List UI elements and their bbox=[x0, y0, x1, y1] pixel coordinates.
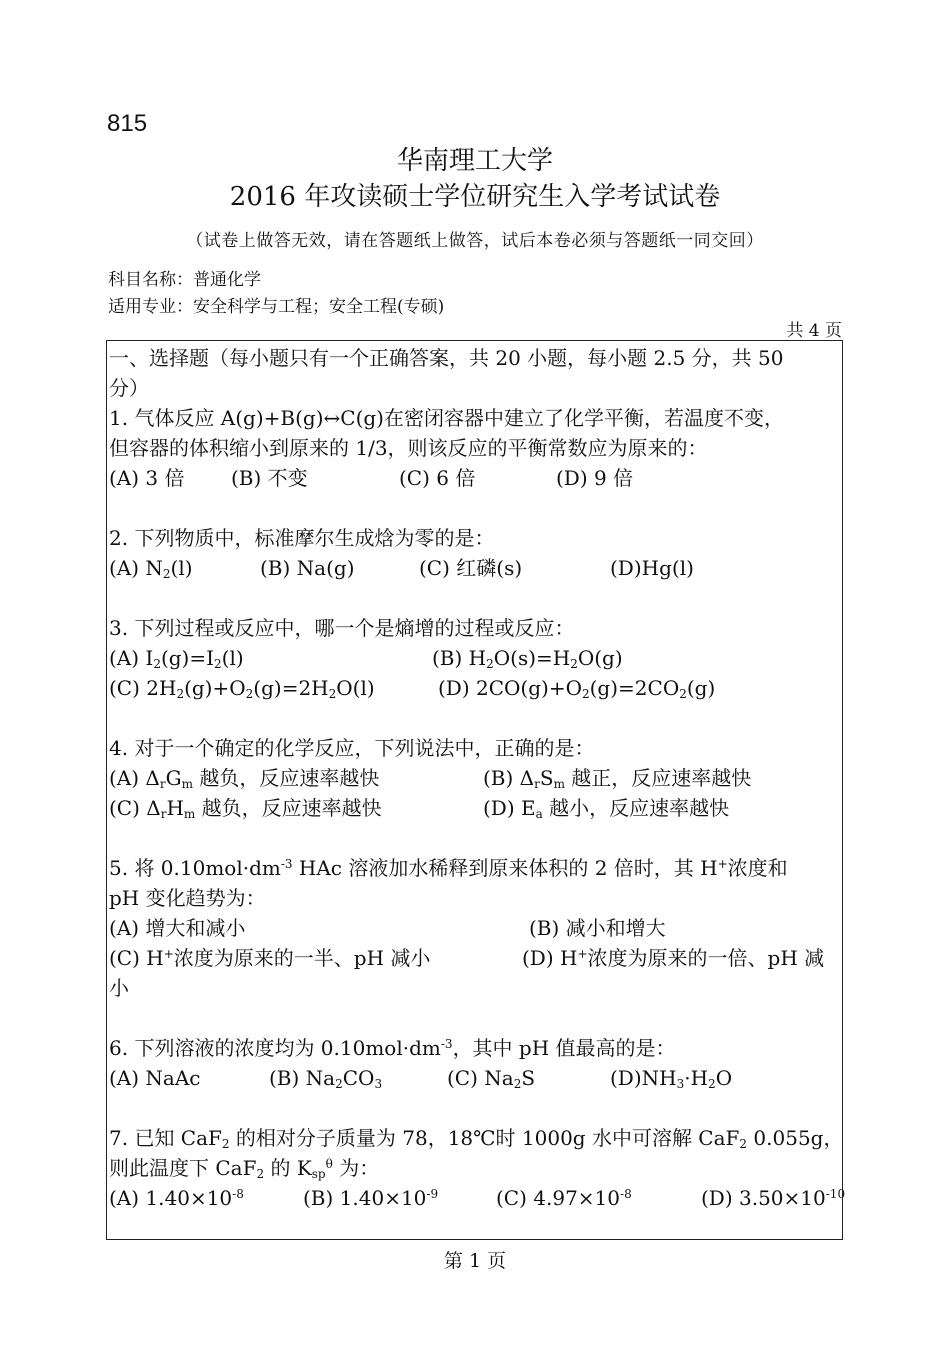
q2-option-d: (D)Hg(l) bbox=[610, 556, 694, 580]
q5-options-row1 bbox=[109, 913, 842, 943]
q7-stem-line2: 则此温度下 CaF$_2$ 的 $K_{sp}^\theta$ 为： bbox=[109, 1156, 380, 1181]
q7-options bbox=[109, 1183, 846, 1213]
q3-option-c: (C) $2H_2(g)+O_2(g)=2H_2O(l)$ bbox=[109, 676, 375, 701]
q5-options-row2 bbox=[109, 943, 842, 973]
q2-stem: 2. 下列物质中，标准摩尔生成焓为零的是： bbox=[109, 526, 495, 550]
q3-option-a: (A) $I_2(g)=I_2(l)$ bbox=[109, 646, 244, 671]
q7-option-d: (D) $3.50\times 10^{-10}$ bbox=[701, 1186, 846, 1210]
total-pages: 共 4 页 bbox=[786, 321, 842, 341]
q5-option-a: (A) 增大和减小 bbox=[109, 916, 246, 940]
q5-stem-line2: pH 变化趋势为： bbox=[109, 886, 266, 910]
exam-title: 2016 年攻读硕士学位研究生入学考试试卷 bbox=[229, 182, 721, 212]
q4-stem: 4. 对于一个确定的化学反应，下列说法中，正确的是： bbox=[109, 736, 595, 760]
q5-option-d-wrap: 小 bbox=[109, 976, 129, 1000]
section-heading-line1: 一、选择题（每小题只有一个正确答案，共 20 小题，每小题 2.5 分，共 50 bbox=[109, 346, 784, 370]
q7-option-c: (C) $4.97\times 10^{-8}$ bbox=[496, 1186, 632, 1210]
q7-stem-line1: 7. 已知 CaF$_2$ 的相对分子质量为 78，18℃时 1000g 水中可溶解 CaF$_2$ 0.055g， bbox=[109, 1126, 844, 1151]
q3-options-row1 bbox=[109, 643, 842, 673]
q4-options-row2 bbox=[109, 793, 842, 823]
section-heading-line2: 分） bbox=[109, 376, 149, 400]
exam-code: 815 bbox=[107, 110, 148, 137]
q4-option-d: (D) $E_a$ 越小，反应速率越快 bbox=[483, 796, 730, 821]
q2-option-c: (C) 红磷(s) bbox=[419, 556, 523, 580]
q6-option-b: (B) $Na_2CO_3$ bbox=[269, 1066, 383, 1091]
q7-option-a: (A) $1.40\times 10^{-8}$ bbox=[109, 1186, 244, 1210]
q6-option-d: $(D)NH_3\cdot H_2O$ bbox=[610, 1066, 733, 1091]
q6-option-a: (A) NaAc bbox=[109, 1066, 201, 1090]
q4-option-a: (A) $\Delta_rG_m$ 越负，反应速率越快 bbox=[109, 766, 380, 791]
q4-option-a-text: 越负，反应速率越快 bbox=[192, 766, 380, 790]
q4-option-c: (C) $\Delta_rH_m$ 越负，反应速率越快 bbox=[109, 796, 382, 821]
q7-option-b: (B) $1.40\times 10^{-9}$ bbox=[303, 1186, 439, 1210]
question-box bbox=[106, 340, 846, 1240]
q1-stem-line1: 1. 气体反应 A(g)+B(g)↔C(g)在密闭容器中建立了化学平衡，若温度不变， bbox=[109, 406, 784, 430]
q5-option-d: (D) H+浓度为原来的一倍、pH 减 bbox=[522, 946, 825, 970]
q6-options bbox=[109, 1063, 842, 1093]
q4-option-d-text: 越小，反应速率越快 bbox=[542, 796, 730, 820]
q3-option-d: (D) $2CO(g)+O_2(g)=2CO_2(g)$ bbox=[438, 676, 716, 701]
q1-option-b: (B) 不变 bbox=[231, 466, 308, 490]
q3-stem: 3. 下列过程或反应中，哪一个是熵增的过程或反应： bbox=[109, 616, 575, 640]
applicable-major: 适用专业：安全科学与工程；安全工程(专硕) bbox=[108, 297, 445, 317]
q5-stem-line1: 5. 将 $0.10mol\cdot dm^{-3}$ HAc 溶液加水稀释到原来体积的 2 倍时，其 H+浓度和 bbox=[109, 856, 788, 880]
q1-options bbox=[109, 463, 842, 493]
q5-option-b: (B) 减小和增大 bbox=[529, 916, 666, 940]
q6-stem: 6. 下列溶液的浓度均为 $0.10mol\cdot dm^{-3}$，其中 pH 值最高的是： bbox=[109, 1036, 676, 1060]
q2-options bbox=[109, 553, 842, 583]
university-name: 华南理工大学 bbox=[396, 146, 553, 176]
q2-option-a: (A) $N_2(l)$ bbox=[109, 556, 193, 581]
q2-option-b: (B) Na(g) bbox=[260, 556, 355, 580]
q1-stem-line2: 但容器的体积缩小到原来的 1/3，则该反应的平衡常数应为原来的： bbox=[109, 436, 708, 460]
q4-options-row1 bbox=[109, 763, 842, 793]
q3-options-row2 bbox=[109, 673, 842, 703]
exam-notice: （试卷上做答无效，请在答题纸上做答，试后本卷必须与答题纸一同交回） bbox=[186, 231, 764, 251]
q5-option-c: (C) H+浓度为原来的一半、pH 减小 bbox=[109, 946, 431, 970]
q1-option-a: (A) 3 倍 bbox=[109, 466, 185, 490]
q1-option-c: (C) 6 倍 bbox=[399, 466, 476, 490]
subject-name: 科目名称：普通化学 bbox=[108, 270, 261, 290]
q3-option-b: (B) $H_2O(s)=H_2O(g)$ bbox=[432, 646, 623, 671]
page-footer: 第 1 页 bbox=[443, 1250, 507, 1272]
q6-option-c: (C) $Na_2S$ bbox=[447, 1066, 536, 1091]
q4-option-b-text: 越正，反应速率越快 bbox=[564, 766, 752, 790]
q4-option-c-text: 越负，反应速率越快 bbox=[195, 796, 382, 820]
q4-option-b: (B) $\Delta_rS_m$ 越正，反应速率越快 bbox=[483, 766, 752, 791]
q1-option-d: (D) 9 倍 bbox=[556, 466, 634, 490]
